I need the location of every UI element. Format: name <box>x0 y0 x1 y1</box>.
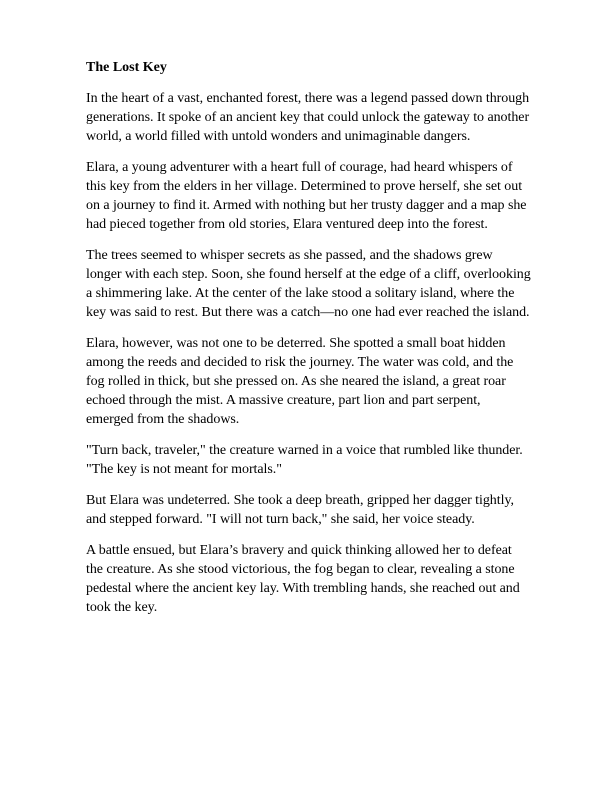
paragraph-4: Elara, however, was not one to be deterred. She spotted a small boat hidden among the reeds and decided to risk the journey. The water was cold, and the fog rolled in thick, but she pressed on. As she neared the island, a great roar echoed through the mist. A massive creature, part lion and part serpent, emerged from the shadows. <box>86 336 514 427</box>
paragraph-7: A battle ensued, but Elara’s bravery and quick thinking allowed her to defeat the creature. As she stood victorious, the fog began to clear, revealing a stone pedestal where the ancient key lay. With trembling hands, she reached out and took the key. <box>86 543 520 615</box>
paragraph-3: The trees seemed to whisper secrets as she passed, and the shadows grew longer with each step. Soon, she found herself at the edge of a cliff, overlooking a shimmering lake. At the center of the lake stood a solitary island, where the key was said to rest. But there was a catch—no one had ever reached the island. <box>86 248 531 320</box>
document-body <box>86 58 531 617</box>
document-title: The Lost Key <box>86 60 167 75</box>
paragraph-6: But Elara was undeterred. She took a deep breath, gripped her dagger tightly, and stepped forward. "I will not turn back," she said, her voice steady. <box>86 493 514 527</box>
paragraph-5: "Turn back, traveler," the creature warned in a voice that rumbled like thunder. "The key is not meant for mortals." <box>86 443 523 477</box>
paragraph-2: Elara, a young adventurer with a heart full of courage, had heard whispers of this key from the elders in her village. Determined to prove herself, she set out on a journey to find it. Armed with nothing but her trusty dagger and a map she had pieced together from old stories, Elara ventured deep into the forest. <box>86 160 527 232</box>
paragraph-1: In the heart of a vast, enchanted forest, there was a legend passed down through generations. It spoke of an ancient key that could unlock the gateway to another world, a world filled with untold wonders and unimaginable dangers. <box>86 91 530 144</box>
